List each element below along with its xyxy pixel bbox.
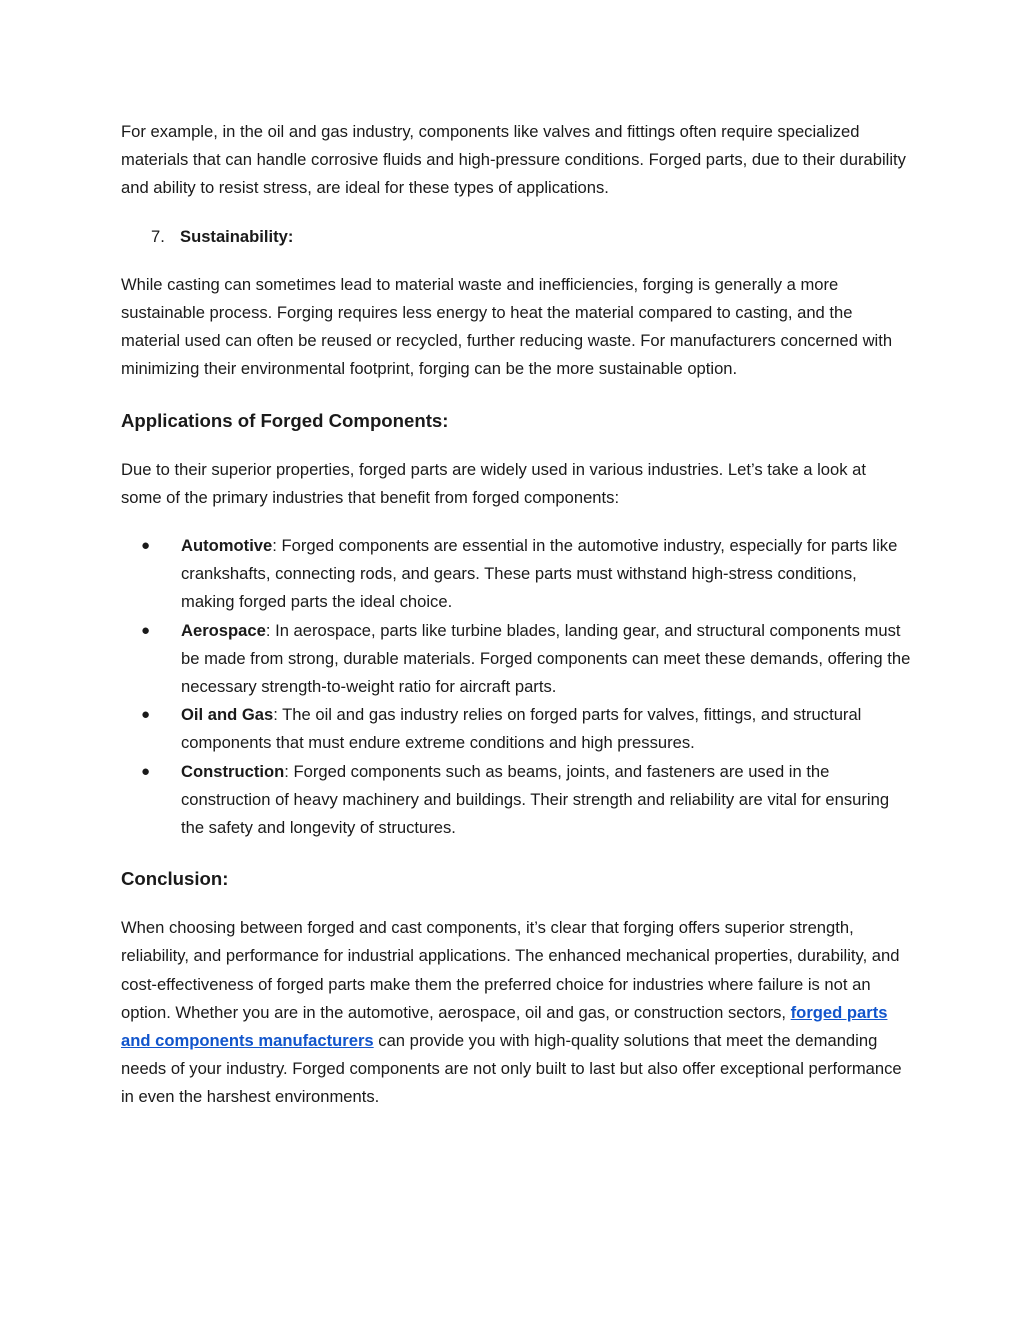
- paragraph-oil-gas-example: For example, in the oil and gas industry, components like valves and fittings often require specialized materials that can handle corrosive fluids and high-pressure conditions. Forged parts, due to their durability and ability to resist stress, are ideal for these types of applications.: [121, 122, 906, 198]
- list-item-body: [181, 758, 911, 843]
- list-item-body: [181, 532, 911, 617]
- bullet-icon: ●: [141, 706, 151, 724]
- paragraph-sustainability: While casting can sometimes lead to material waste and inefficiencies, forging is generally a more sustainable process. Forging requires less energy to heat the material compared to casting, and the material used can often be reused or recycled, further reducing waste. For manufacturers concerned with minimizing their environmental footprint, forging can be the more sustainable option.: [121, 274, 893, 379]
- conclusion-text-before: When choosing between forged and cast components, it’s clear that forging offers superior strength, reliability, and performance for industrial applications. The enhanced mechanical properties, durability, and cost-effectiveness of forged parts make them the preferred choice for industries where failure is not an option. Whether you are in the automotive, aerospace, oil and gas, or construction sectors,: [121, 918, 900, 1022]
- item-title: Sustainability:: [180, 226, 294, 246]
- heading-applications: Applications of Forged Components:: [121, 409, 449, 431]
- list-item-term: Automotive: [181, 536, 273, 556]
- manufacturers-link[interactable]: forged parts and components manufacturers: [121, 1002, 888, 1051]
- list-item-text: : Forged components such as beams, joints, and fasteners are used in the construction of heavy machinery and buildings. Their strength and reliability are vital for ensuring the safety and longevity of structures.: [181, 761, 890, 838]
- list-item-automotive: [121, 532, 911, 617]
- list-item-text: : Forged components are essential in the automotive industry, especially for parts like crankshafts, connecting rods, and gears. These parts must withstand high-stress conditions, making forged parts the ideal choice.: [181, 536, 898, 612]
- bullet-icon: ●: [141, 762, 151, 780]
- heading-conclusion: Conclusion:: [121, 868, 229, 890]
- list-item-body: [181, 617, 911, 702]
- document-page: [121, 118, 911, 1112]
- conclusion-text-after: can provide you with high-quality solutions that meet the demanding needs of your industry. Forged components are not only built to last but also offer exceptional performance in even the harshest environments.: [121, 1031, 902, 1107]
- paragraph-applications-intro: Due to their superior properties, forged parts are widely used in various industries. Let’s take a look at some of the primary industries that benefit from forged components:: [121, 459, 866, 507]
- item-number: 7.: [151, 226, 165, 246]
- applications-list: [121, 532, 911, 842]
- list-item-term: Oil and Gas: [181, 705, 274, 725]
- numbered-item-sustainability: [121, 223, 911, 251]
- list-item-oil-and-gas: [121, 701, 911, 757]
- bullet-icon: ●: [141, 621, 151, 639]
- list-item-text: : In aerospace, parts like turbine blades, landing gear, and structural components must be made from strong, durable materials. Forged components can meet these demands, offering the necessary strength-to-weight ratio for aircraft parts.: [181, 620, 911, 697]
- list-item-construction: [121, 758, 911, 843]
- list-item-text: : The oil and gas industry relies on forged parts for valves, fittings, and structural components that must endure extreme conditions and high pressures.: [181, 705, 862, 753]
- list-item-aerospace: [121, 617, 911, 702]
- list-item-body: [181, 701, 911, 757]
- bullet-icon: ●: [141, 537, 151, 555]
- paragraph-conclusion: [121, 914, 911, 1111]
- list-item-term: Construction: [181, 761, 285, 781]
- list-item-term: Aerospace: [181, 620, 266, 640]
